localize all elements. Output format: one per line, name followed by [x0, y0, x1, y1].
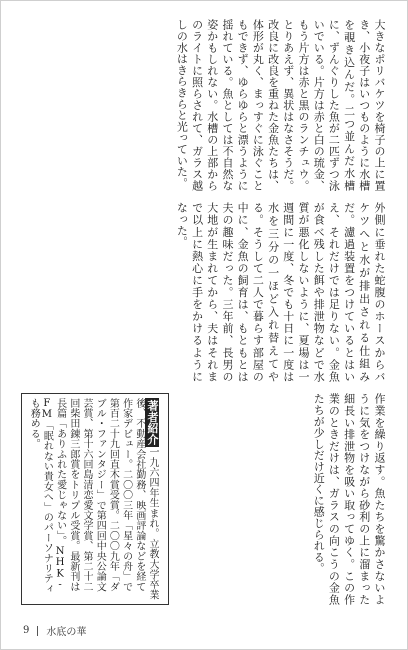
- body-text-bottom: 作業を繰り返す。魚たちを驚かさないように気をつけながら砂利の上に溜まった細長い排泄物を吸い取ってゆく。この作業のときだけは、ガラスの向こうの金魚たちが少しだけ近くに感じられる。: [312, 393, 386, 605]
- author-profile: [27, 398, 159, 600]
- running-title: 水底の華: [46, 627, 87, 638]
- body-text-top: 大きなポリバケツを椅子の上に置き、小夜子はいつものように水槽を覗き込んだ。二つ並んだ水槽に、ずんぐりした魚が二匹ずつ泳いでいる。片方は赤と白の琉金、もう片方は赤と黒のランチュウ。とりあえず、異状はなさそうだ。改良に改良を重ねた金魚たちは、体形が丸く、まっすぐに泳ぐこともできず、ゆらゆらと漂うように揺れている。魚としては不自然な姿かもしれない。水槽の上部からのライトに照らされて、ガラス越しの水はきらきらと光っていた。: [175, 19, 386, 191]
- footer-divider: [37, 626, 38, 636]
- author-profile-label: 著者紹介: [146, 400, 160, 445]
- page-footer: [23, 623, 86, 638]
- author-profile-box: [21, 393, 169, 605]
- author-profile-text: 一九六四年生まれ。立教大学卒業後、不動産会社勤務、映画評論などを経て作家デビュー。二〇〇三年「星々の舟」で第百二十九回直木賞受賞。二〇〇九年「ダブル・ファンタジー」で第四回中央公論文芸賞、第十六回島清恋愛文学賞、第二十二回柴田錬三郎賞をトリプル受賞。最新刊は長篇「ありふれた愛じゃない」。NHK-FM「眠れない貴女へ」のパーソナリティも務める。: [28, 398, 159, 600]
- body-text-middle: 外側に垂れた蛇腹のホースからバケツへと水が排出される仕組みだ。濾過装置をつけているとはいえ、それだけでは足りない。金魚が食べ残した餌や排泄物などで水質が悪化しないように、夏場は一週間に一度、冬でも十日に一度は水を三分の一ほど入れ替えてやる。そうして二人で暮らす部屋の中に、金魚の飼育は、もともとは夫の趣味だった。三年前、長男の大地が生まれてから、夫はそれまで以上に熱心に手をかけるようになった。: [175, 202, 386, 382]
- page-number: 9: [23, 625, 30, 636]
